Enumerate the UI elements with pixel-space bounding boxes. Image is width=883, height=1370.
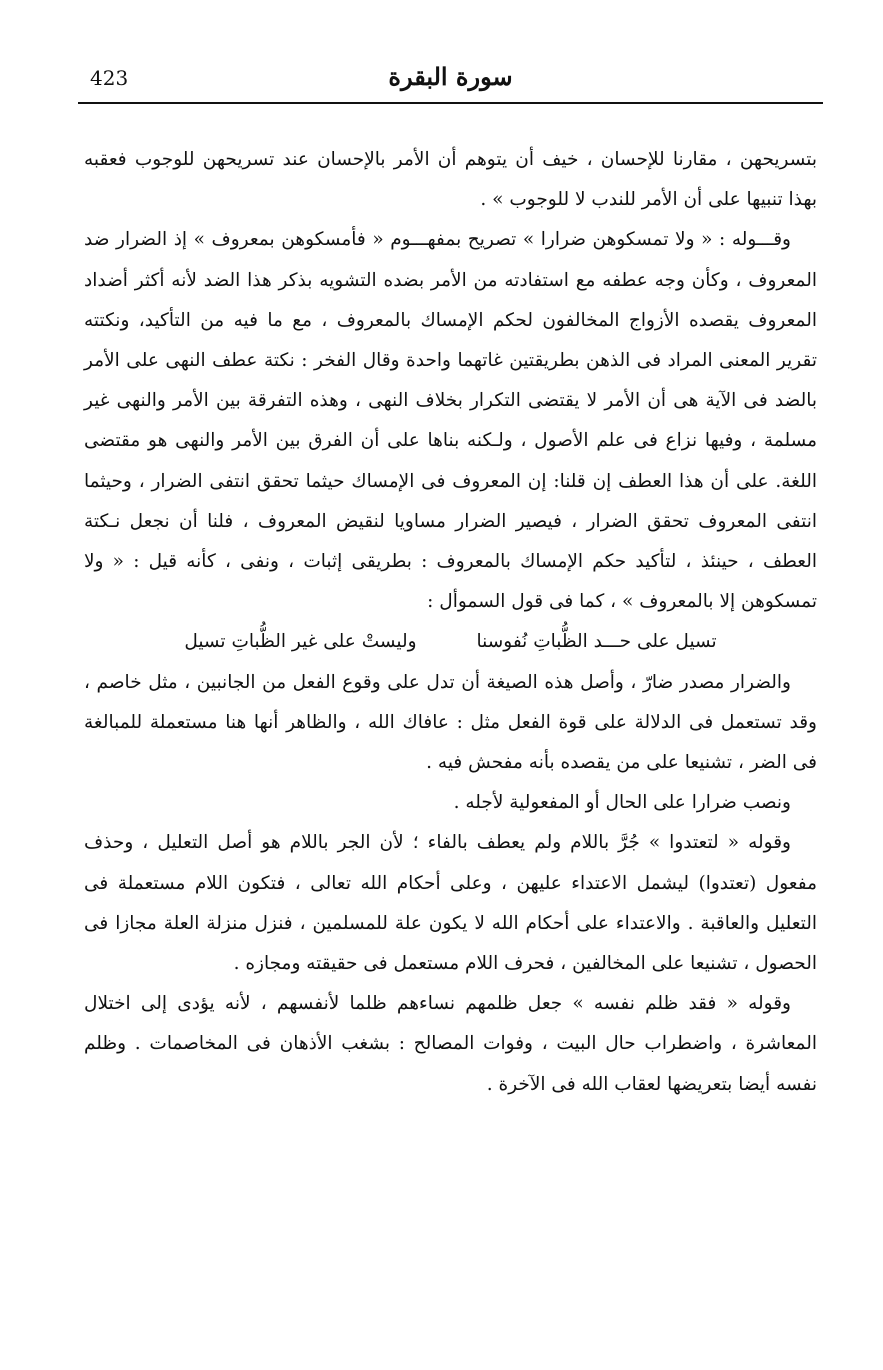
- verse-first-hemistich: تسيل على حـــد الظُّباتِ نُفوسنا: [476, 631, 717, 653]
- paragraph: والضرار مصدر ضارّ ، وأصل هذه الصيغة أن تدل على وقوع الفعل من الجانبين ، مثل خاصم ، وقد تستعمل فى الدلالة على قوة الفعل مثل : عافاك الله ، والظاهر أنها هنا مستعملة للمبالغة فى الضر ، تشنيعا على من يقصده بأنه مفحش فيه .: [84, 671, 817, 774]
- page-number: 423: [90, 66, 129, 90]
- body-text: [84, 140, 817, 1105]
- verse-second-hemistich: وليستْ على غير الظُّباتِ تسيل: [184, 631, 417, 653]
- paragraph: وقوله « فقد ظلم نفسه » جعل ظلمهم نساءهم ظلما لأنفسهم ، لأنه يؤدى إلى اختلال المعاشرة ، واضطراب حال البيت ، وفوات المصالح : بشغب الأذهان فى المخاصمات . وظلم نفسه أيضا بتعريضها لعقاب الله فى الآخرة .: [84, 993, 817, 1095]
- paragraph: بتسريحهن ، مقارنا للإحسان ، خيف أن يتوهم أن الأمر بالإحسان عند تسريحهن للوجوب فعقبه بهذا تنبيها على أن الأمر للندب لا للوجوب » .: [84, 149, 817, 211]
- paragraph: ونصب ضرارا على الحال أو المفعولية لأجله .: [453, 792, 791, 814]
- paragraph: وقوله « لتعتدوا » جُرَّ باللام ولم يعطف بالفاء ؛ لأن الجر باللام هو أصل التعليل ، وحذف مفعول (تعتدوا) ليشمل الاعتداء عليهن ، وعلى أحكام الله تعالى ، فتكون اللام مستعملة فى التعليل والعاقبة . والاعتداء على أحكام الله لا يكون علة للمسلمين ، فنزل منزلة العلة مجازا فى الحصول ، تشنيعا على المخالفين ، فحرف اللام مستعمل فى حقيقته ومجازه .: [84, 832, 817, 975]
- running-title: سورة البقرة: [388, 62, 513, 91]
- page-header: [78, 58, 823, 104]
- paragraph: وقـــوله : « ولا تمسكوهن ضرارا » تصريح بمفهـــوم « فأمسكوهن بمعروف » إذ الضرار ضد المعروف ، وكأن وجه عطفه مع استفادته من الأمر بضده التشويه بذكر هذا الضد لأنه أكثر أضداد المعروف يقصده الأزواج المخالفون لحكم الإمساك بالمعروف ، مع ما فيه من التأكيد، ونكتته تقرير المعنى المراد فى الذهن بطريقتين غاتهما واحدة وقال الفخر : نكتة عطف النهى على الأمر بالضد فى الآية هى أن الأمر لا يقتضى التكرار بخلاف النهى ، وهذه التفرقة بين الأمر والنهى غير مسلمة ، وفيها نزاع فى علم الأصول ، ولـكنه بناها على أن الفرق بين الأمر والنهى هو مقتضى اللغة. على أن هذا العطف إن قلنا: إن المعروف فى الإمساك حيثما تحقق انتفى الضرار ، وحيثما انتفى المعروف تحقق الضرار ، فيصير الضرار مساويا لنقيض المعروف ، فلنا أن نجعل نـكتة العطف ، حينئذ ، لتأكيد حكم الإمساك بالمعروف : بطريقى إثبات ، ونفى ، كأنه قيل : « ولا تمسكوهن إلا بالمعروف » ، كما فى قول السموأل :: [84, 229, 817, 613]
- poetry-verse: [84, 622, 817, 662]
